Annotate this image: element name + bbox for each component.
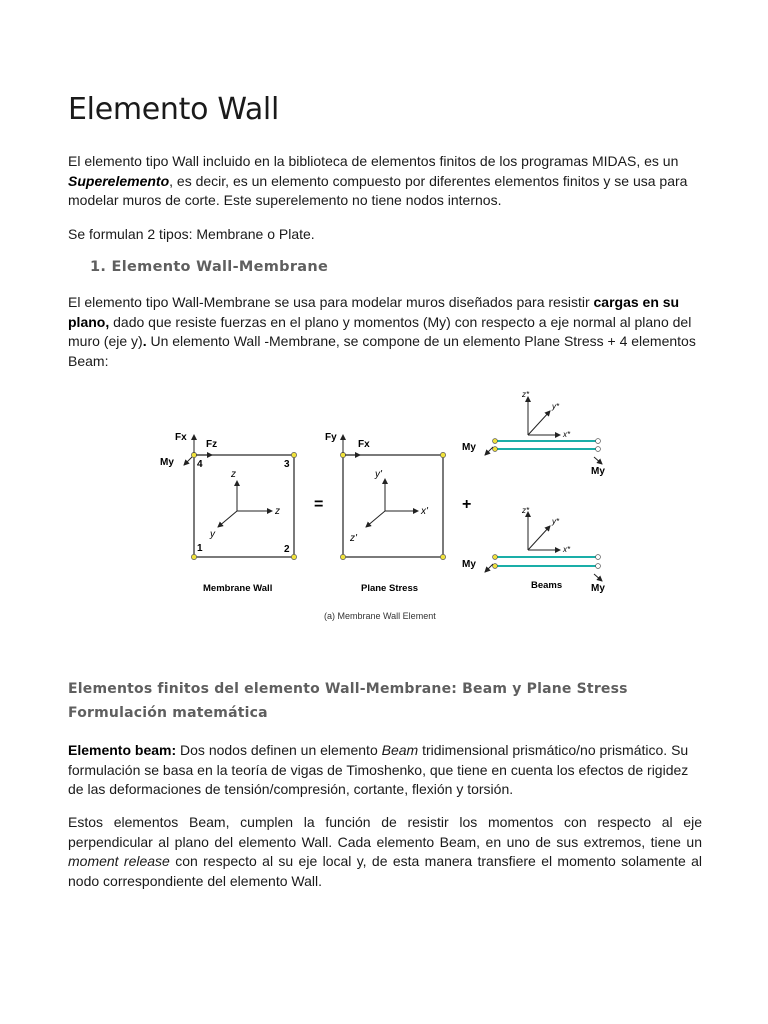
beam-label: Elemento beam: <box>68 742 177 758</box>
subheading-line2: Formulación matemática <box>68 705 268 721</box>
page-title: Elemento Wall <box>68 92 279 127</box>
equals-sign: = <box>314 496 324 513</box>
svg-text:4: 4 <box>197 459 203 470</box>
intro-paragraph: El elemento tipo Wall incluido en la biblioteca de elementos finitos de los programas MIDAS, es un Superelemento, es decir, es un elemento compuesto por diferentes elementos finitos y se usa para modelar muros de corte. Este superelemento no tiene nodos internos. <box>68 153 688 208</box>
svg-text:My: My <box>591 583 605 594</box>
types-paragraph: Se formulan 2 tipos: Membrane o Plate. <box>68 226 315 242</box>
membrane-wall-label: Membrane Wall <box>203 583 273 594</box>
beams-paragraph: Estos elementos Beam, cumplen la función de resistir los momentos con respecto al eje perpendicular al plano del elemento Wall. Cada elemento Beam, en uno de sus extremos, tiene un moment release con respecto al su eje local y, de esta manera transfiere el momento solamente al nodo correspondiente del elemento Wall. <box>68 814 702 889</box>
svg-text:3: 3 <box>284 459 290 470</box>
fy-label: Fy <box>325 432 337 443</box>
svg-text:x': x' <box>421 506 428 517</box>
plus-sign: + <box>462 496 472 513</box>
svg-text:y: y <box>210 529 215 540</box>
svg-text:x*: x* <box>563 430 571 439</box>
svg-text:My: My <box>591 466 605 477</box>
svg-text:Fx: Fx <box>358 439 370 450</box>
membrane-paragraph: El elemento tipo Wall-Membrane se usa para modelar muros diseñados para resistir cargas en su plano, dado que resiste fuerzas en el plano y momentos (My) con respecto a eje normal al plano del muro (eje y). Un elemento Wall -Membrane, se compone de un elemento Plane Stress + 4 elementos Beam: <box>68 294 696 369</box>
svg-text:z': z' <box>350 533 357 544</box>
svg-text:My: My <box>462 559 476 570</box>
superelemento-term: Superelemento <box>68 172 170 189</box>
my-label: My <box>160 457 174 468</box>
svg-text:y*: y* <box>552 517 560 526</box>
membrane-wall-figure <box>160 385 620 625</box>
svg-text:x*: x* <box>563 545 571 554</box>
plane-stress-square <box>343 455 443 557</box>
fz-label: Fz <box>206 439 218 450</box>
membrane-wall-diagram <box>160 385 620 625</box>
svg-text:My: My <box>462 442 476 453</box>
beams-label: Beams <box>531 580 563 591</box>
fx-label: Fx <box>175 432 187 443</box>
svg-text:1: 1 <box>197 543 203 554</box>
subheading-block <box>68 677 688 725</box>
svg-text:2: 2 <box>284 544 290 555</box>
svg-text:z: z <box>231 469 236 480</box>
plane-stress-label: Plane Stress <box>361 583 419 594</box>
svg-text:z*: z* <box>522 506 530 515</box>
svg-text:z*: z* <box>522 390 530 399</box>
beam-paragraph: Elemento beam: Dos nodos definen un elemento Beam tridimensional prismático/no prismático. Su formulación se basa en la teoría de vigas de Timoshenko, que tiene en cuenta los efectos de rigidez de las deformaciones de tensión/compresión, cortante, flexión y torsión. <box>68 742 689 797</box>
section-heading-wall-membrane: 1. Elemento Wall-Membrane <box>90 259 329 275</box>
svg-text:y': y' <box>375 469 382 480</box>
subheading-line1: Elementos finitos del elemento Wall-Membrane: Beam y Plane Stress <box>68 681 628 697</box>
figure-caption: (a) Membrane Wall Element <box>324 611 436 621</box>
svg-text:z: z <box>275 506 280 517</box>
svg-text:y*: y* <box>552 402 560 411</box>
